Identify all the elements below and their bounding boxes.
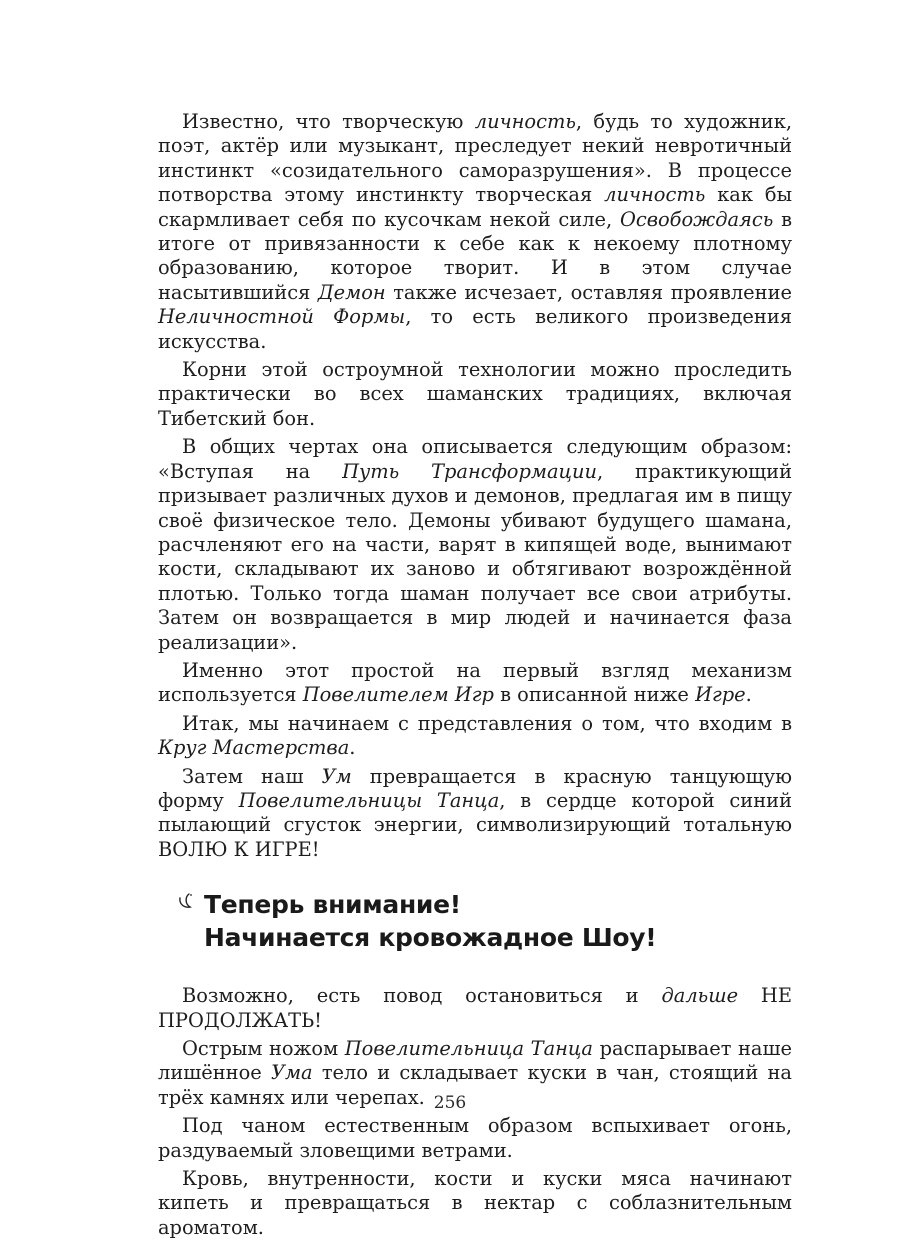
paragraph (158, 712, 792, 761)
italic-term: Путь Трансформации (342, 459, 598, 483)
italic-term: Повелительницы Танца (238, 788, 500, 812)
moon-icon (176, 892, 196, 910)
paragraph (158, 1167, 792, 1240)
heading-line-2: Начинается кровожадное Шоу! (204, 923, 657, 953)
text-run: Итак, мы начинаем с представления о том, что входим в (182, 711, 792, 735)
italic-term: дальше (661, 984, 739, 1008)
text-run: , то есть великого произведения искусства. (158, 305, 792, 353)
text-run: Затем наш (182, 764, 322, 788)
text-run: превращается в красную танцующую форму (158, 764, 792, 812)
italic-term: Повелителем Игр (302, 683, 494, 707)
paragraphs-before (158, 110, 792, 862)
text-run: . (349, 736, 356, 760)
italic-term: Неличностной Формы (158, 305, 406, 329)
paragraph (158, 435, 792, 655)
text-run: . (745, 683, 752, 707)
italic-term: личность (474, 110, 576, 133)
text-run: Под чаном естественным образом вспыхивает огонь, раздуваемый зловещими ветрами. (158, 1114, 792, 1162)
text-run: распарывает наше лишённое (158, 1037, 792, 1085)
text-run: Возможно, есть повод остановиться и (182, 984, 662, 1008)
italic-term: Ума (270, 1061, 313, 1085)
text-run: в итоге от привязанности к себе как к некоему плотному образованию, которое творит. И в этом случае насытившийся (158, 207, 793, 304)
italic-term: Повелительница Танца (344, 1037, 593, 1060)
text-run: В общих чертах она описывается следующим образом: «Вступая на (158, 435, 792, 483)
text-run: в описанной ниже (493, 683, 696, 707)
paragraph (158, 1114, 792, 1163)
paragraph (158, 765, 792, 863)
body-text (158, 110, 792, 1240)
text-run: Острым ножом (182, 1037, 345, 1060)
section-heading (158, 888, 792, 954)
italic-term: Игре (695, 683, 746, 707)
text-run: Именно этот простой на первый взгляд механизм используется (158, 658, 792, 707)
text-run: Известно, что творческую (182, 110, 475, 133)
text-run: тело и складывает куски в чан, стоящий на трёх камнях или черепах. (158, 1061, 792, 1109)
paragraph (158, 659, 792, 708)
heading-line-1: Теперь внимание! (204, 890, 461, 920)
italic-term: Освобождаясь (619, 207, 774, 231)
paragraph (158, 110, 792, 354)
text-run: также исчезает, оставляя проявление (385, 280, 792, 304)
paragraph (158, 358, 792, 431)
italic-term: личность (604, 183, 706, 207)
text-run: как бы скармливает себя по кусочкам некой силе, (158, 183, 793, 231)
italic-term: Демон (317, 280, 386, 304)
text-run: , будь то художник, поэт, актёр или музыкант, преследует некий невротичный инстинкт «созидательного саморазрушения». В процессе потворства этому инстинкту творческая (158, 110, 792, 207)
paragraph (158, 984, 792, 1033)
italic-term: Круг Мастерства (158, 736, 350, 760)
text-run: , практикующий призывает различных духов и демонов, предлагая им в пищу своё физическое тело. Демоны убивают будущего шамана, расчленяют его на части, варят в кипящей воде, вынимают кости, складывают их заново и обтягивают возрождённой плотью. Только тогда шаман получает все свои атрибуты. Затем он возвращается в мир людей и начинается фаза реализации». (158, 459, 793, 654)
text-run: , в сердце которой синий пылающий сгусток энергии, символизирующий тотальную ВОЛЮ К ИГРЕ! (158, 788, 792, 861)
text-run: НЕ ПРОДОЛЖАТЬ! (158, 984, 793, 1032)
page-number: 256 (433, 1093, 467, 1113)
text-run: Корни этой остроумной технологии можно проследить практически во всех шаманских традициях, включая Тибетский бон. (158, 358, 792, 430)
italic-term: Ум (321, 764, 352, 788)
text-run: Кровь, внутренности, кости и куски мяса начинают кипеть и превращаться в нектар с соблазнительным ароматом. (158, 1167, 792, 1239)
